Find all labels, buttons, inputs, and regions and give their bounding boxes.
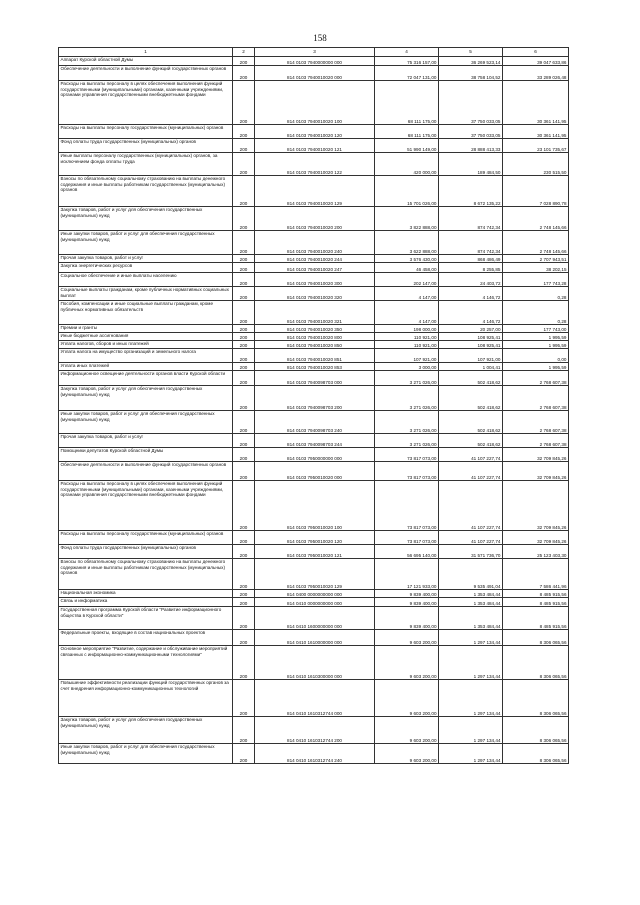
table-row — [59, 598, 569, 607]
row-classification-code: 814 0103 7940010020 851 — [255, 349, 375, 363]
row-unexecuted-amount: 1 995,59 — [503, 333, 569, 341]
row-classification-code: 814 0410 1610000000 000 — [255, 630, 375, 646]
row-code: 200 — [233, 81, 255, 125]
row-approved-amount: 68 111 175,00 — [375, 125, 439, 139]
row-code: 200 — [233, 176, 255, 207]
row-code: 200 — [233, 333, 255, 341]
row-approved-amount: 3 271 026,00 — [375, 386, 439, 411]
row-classification-code: 814 0103 7950010020 100 — [255, 481, 375, 531]
row-classification-code: 814 0103 7940010020 850 — [255, 341, 375, 349]
row-approved-amount: 4 147,00 — [375, 301, 439, 325]
row-approved-amount: 68 111 175,00 — [375, 81, 439, 125]
row-code: 200 — [233, 630, 255, 646]
row-executed-amount: 1 297 134,44 — [439, 744, 503, 764]
row-executed-amount: 1 297 134,44 — [439, 680, 503, 717]
row-approved-amount: 3 271 026,00 — [375, 411, 439, 434]
row-classification-code: 814 0103 7940010020 321 — [255, 301, 375, 325]
row-name: Иные закупки товаров, работ и услуг для обеспечения государственных (муниципальных) нужд — [59, 744, 233, 764]
row-name: Основное мероприятие "Развитие, содержание и обслуживание мероприятий связанных с информационно-коммуникационными технологиями" — [59, 646, 233, 680]
table-row — [59, 139, 569, 153]
column-number: 2 — [233, 48, 255, 57]
row-code: 200 — [233, 411, 255, 434]
table-row — [59, 717, 569, 744]
row-executed-amount: 9 535 491,04 — [439, 559, 503, 590]
row-classification-code: 814 0103 7940010020 247 — [255, 263, 375, 273]
table-row — [59, 66, 569, 81]
table-row — [59, 531, 569, 545]
row-unexecuted-amount: 177 743,28 — [503, 273, 569, 287]
row-approved-amount: 107 921,00 — [375, 349, 439, 363]
row-name: Взносы по обязательному социальному страхованию на выплаты денежного содержания и иные выплаты работникам государственных (муниципальных) органов — [59, 559, 233, 590]
table-row — [59, 57, 569, 66]
row-code: 200 — [233, 448, 255, 462]
row-name: Социальные выплаты гражданам, кроме публичных нормативных социальных выплат — [59, 287, 233, 301]
row-name: Расходы на выплаты персоналу в целях обеспечения выполнения функций государственными (муниципальными) органами, казенными учреждениями, органами управления государственными внебюджетными фондами — [59, 481, 233, 531]
row-classification-code: 814 0103 7940098703 240 — [255, 411, 375, 434]
row-unexecuted-amount: 8 306 065,56 — [503, 646, 569, 680]
row-approved-amount: 51 990 149,00 — [375, 139, 439, 153]
table-row — [59, 81, 569, 125]
row-executed-amount: 502 418,62 — [439, 386, 503, 411]
table-row — [59, 176, 569, 207]
row-code: 200 — [233, 559, 255, 590]
row-code: 200 — [233, 531, 255, 545]
row-unexecuted-amount: 2 768 607,38 — [503, 371, 569, 386]
row-code: 200 — [233, 125, 255, 139]
row-unexecuted-amount: 177 743,00 — [503, 325, 569, 333]
row-approved-amount: 3 271 026,00 — [375, 371, 439, 386]
row-approved-amount: 9 839 400,00 — [375, 598, 439, 607]
row-unexecuted-amount: 8 485 915,56 — [503, 607, 569, 630]
row-approved-amount: 420 000,00 — [375, 153, 439, 176]
row-classification-code: 814 0103 7940000000 000 — [255, 57, 375, 66]
row-unexecuted-amount: 30 361 141,95 — [503, 125, 569, 139]
row-executed-amount: 1 353 484,44 — [439, 590, 503, 598]
table-row — [59, 607, 569, 630]
row-executed-amount: 1 353 484,44 — [439, 598, 503, 607]
row-name: Информационное освещение деятельности органов власти Курской области — [59, 371, 233, 386]
row-name: Связь и информатика — [59, 598, 233, 607]
row-code: 200 — [233, 590, 255, 598]
table-row — [59, 646, 569, 680]
row-approved-amount: 9 603 200,00 — [375, 717, 439, 744]
row-approved-amount: 9 603 200,00 — [375, 646, 439, 680]
table-row — [59, 125, 569, 139]
row-name: Взносы по обязательному социальному страхованию на выплаты денежного содержания и иные выплаты работникам государственных (муниципальных) органов — [59, 176, 233, 207]
row-name: Прочая закупка товаров, работ и услуг — [59, 255, 233, 263]
row-name: Обеспечение деятельности и выполнение функций государственных органов — [59, 462, 233, 481]
table-row — [59, 273, 569, 287]
row-code: 200 — [233, 646, 255, 680]
row-name: Повышение эффективности реализации функций государственных органов за счет внедрения информационно-коммуникационных технологий — [59, 680, 233, 717]
row-code: 200 — [233, 287, 255, 301]
row-executed-amount: 8 672 135,22 — [439, 176, 503, 207]
row-unexecuted-amount: 2 748 145,66 — [503, 231, 569, 255]
row-classification-code: 814 0103 7940010020 121 — [255, 139, 375, 153]
row-name: Премии и гранты — [59, 325, 233, 333]
table-row — [59, 545, 569, 559]
table-row — [59, 680, 569, 717]
column-number: 3 — [255, 48, 375, 57]
row-classification-code: 814 0410 1600000000 000 — [255, 607, 375, 630]
column-number: 4 — [375, 48, 439, 57]
row-code: 200 — [233, 744, 255, 764]
row-classification-code: 814 0410 1610300000 000 — [255, 646, 375, 680]
table-row — [59, 744, 569, 764]
row-code: 200 — [233, 207, 255, 231]
table-row — [59, 231, 569, 255]
row-executed-amount: 31 571 736,70 — [439, 545, 503, 559]
table-row — [59, 325, 569, 333]
row-unexecuted-amount: 2 707 943,51 — [503, 255, 569, 263]
row-name: Пособия, компенсации и иные социальные выплаты гражданам, кроме публичных нормативных обязательств — [59, 301, 233, 325]
row-approved-amount: 3 000,00 — [375, 363, 439, 371]
table-row — [59, 341, 569, 349]
row-code: 200 — [233, 545, 255, 559]
row-unexecuted-amount: 7 586 441,96 — [503, 559, 569, 590]
row-unexecuted-amount: 8 485 915,56 — [503, 598, 569, 607]
row-executed-amount: 37 750 033,05 — [439, 125, 503, 139]
row-code: 200 — [233, 481, 255, 531]
table-row — [59, 207, 569, 231]
row-approved-amount: 9 603 200,00 — [375, 744, 439, 764]
row-approved-amount: 73 817 073,00 — [375, 481, 439, 531]
row-unexecuted-amount: 32 709 845,26 — [503, 462, 569, 481]
row-executed-amount: 20 257,00 — [439, 325, 503, 333]
table-row — [59, 371, 569, 386]
row-approved-amount: 4 147,00 — [375, 287, 439, 301]
row-code: 200 — [233, 462, 255, 481]
table-row — [59, 363, 569, 371]
row-unexecuted-amount: 2 768 607,38 — [503, 411, 569, 434]
row-executed-amount: 868 486,49 — [439, 255, 503, 263]
row-name: Уплата иных платежей — [59, 363, 233, 371]
row-classification-code: 814 0103 7950010020 000 — [255, 462, 375, 481]
row-unexecuted-amount: 0,00 — [503, 349, 569, 363]
row-unexecuted-amount: 230 515,50 — [503, 153, 569, 176]
row-executed-amount: 1 297 134,44 — [439, 630, 503, 646]
row-classification-code: 814 0103 7940098703 200 — [255, 386, 375, 411]
row-executed-amount: 502 418,62 — [439, 434, 503, 448]
row-unexecuted-amount: 2 748 145,66 — [503, 207, 569, 231]
row-executed-amount: 108 925,41 — [439, 333, 503, 341]
table-row — [59, 287, 569, 301]
row-name: Уплата налогов, сборов и иных платежей — [59, 341, 233, 349]
row-unexecuted-amount: 8 306 065,56 — [503, 680, 569, 717]
table-row — [59, 434, 569, 448]
row-code: 200 — [233, 153, 255, 176]
row-approved-amount: 72 047 131,00 — [375, 66, 439, 81]
row-code: 200 — [233, 607, 255, 630]
row-code: 200 — [233, 434, 255, 448]
row-approved-amount: 3 271 026,00 — [375, 434, 439, 448]
row-executed-amount: 4 146,72 — [439, 301, 503, 325]
row-classification-code: 814 0103 7940010020 200 — [255, 207, 375, 231]
table-row — [59, 559, 569, 590]
row-classification-code: 814 0103 7940010020 350 — [255, 325, 375, 333]
row-name: Фонд оплаты труда государственных (муниципальных) органов — [59, 545, 233, 559]
table-row — [59, 630, 569, 646]
row-unexecuted-amount: 8 306 065,56 — [503, 717, 569, 744]
row-classification-code: 814 0103 7940010020 244 — [255, 255, 375, 263]
row-code: 200 — [233, 255, 255, 263]
row-executed-amount: 1 297 134,44 — [439, 717, 503, 744]
row-code: 200 — [233, 341, 255, 349]
row-executed-amount: 1 297 134,44 — [439, 646, 503, 680]
row-name: Фонд оплаты труда государственных (муниципальных) органов — [59, 139, 233, 153]
row-name: Закупка энергетических ресурсов — [59, 263, 233, 273]
row-executed-amount: 189 484,50 — [439, 153, 503, 176]
row-name: Иные выплаты персоналу государственных (муниципальных) органов, за исключением фонда оплаты труда — [59, 153, 233, 176]
table-row — [59, 386, 569, 411]
row-classification-code: 814 0103 7940010020 129 — [255, 176, 375, 207]
row-unexecuted-amount: 2 768 607,38 — [503, 434, 569, 448]
row-executed-amount: 41 107 227,74 — [439, 531, 503, 545]
row-approved-amount: 9 603 200,00 — [375, 630, 439, 646]
row-unexecuted-amount: 8 306 065,56 — [503, 630, 569, 646]
row-approved-amount: 3 822 888,00 — [375, 207, 439, 231]
row-approved-amount: 202 147,00 — [375, 273, 439, 287]
table-row — [59, 153, 569, 176]
column-number: 5 — [439, 48, 503, 57]
row-executed-amount: 36 269 523,14 — [439, 57, 503, 66]
row-classification-code: 814 0103 7940098703 244 — [255, 434, 375, 448]
row-name: Аппарат Курской областной Думы — [59, 57, 233, 66]
row-approved-amount: 17 121 933,00 — [375, 559, 439, 590]
row-code: 200 — [233, 301, 255, 325]
row-unexecuted-amount: 39 047 633,86 — [503, 57, 569, 66]
row-executed-amount: 28 888 413,33 — [439, 139, 503, 153]
row-executed-amount: 4 146,72 — [439, 287, 503, 301]
row-executed-amount: 24 403,72 — [439, 273, 503, 287]
row-code: 200 — [233, 325, 255, 333]
row-classification-code: 814 0410 1610312744 000 — [255, 680, 375, 717]
row-classification-code: 814 0103 7940010020 122 — [255, 153, 375, 176]
row-classification-code: 814 0103 7940010020 853 — [255, 363, 375, 371]
row-unexecuted-amount: 8 306 065,56 — [503, 744, 569, 764]
table-row — [59, 448, 569, 462]
row-executed-amount: 1 004,41 — [439, 363, 503, 371]
row-name: Прочая закупка товаров, работ и услуг — [59, 434, 233, 448]
row-executed-amount: 874 742,34 — [439, 231, 503, 255]
row-classification-code: 814 0103 7940010020 320 — [255, 287, 375, 301]
row-name: Расходы на выплаты персоналу государственных (муниципальных) органов — [59, 531, 233, 545]
row-approved-amount: 56 695 140,00 — [375, 545, 439, 559]
row-approved-amount: 3 576 430,00 — [375, 255, 439, 263]
row-classification-code: 814 0103 7950010020 121 — [255, 545, 375, 559]
row-code: 200 — [233, 363, 255, 371]
row-approved-amount: 73 817 073,00 — [375, 448, 439, 462]
budget-table — [58, 47, 569, 764]
row-approved-amount: 110 921,00 — [375, 341, 439, 349]
row-name: Иные закупки товаров, работ и услуг для обеспечения государственных (муниципальных) нужд — [59, 411, 233, 434]
row-executed-amount: 1 353 484,44 — [439, 607, 503, 630]
row-classification-code: 814 0410 1610312744 240 — [255, 744, 375, 764]
row-name: Иные закупки товаров, работ и услуг для обеспечения государственных (муниципальных) нужд — [59, 231, 233, 255]
row-unexecuted-amount: 23 101 735,67 — [503, 139, 569, 153]
column-number: 1 — [59, 48, 233, 57]
row-name: Уплата налога на имущество организаций и земельного налога — [59, 349, 233, 363]
row-name: Закупка товаров, работ и услуг для обеспечения государственных (муниципальных) нужд — [59, 717, 233, 744]
row-unexecuted-amount: 8 485 915,56 — [503, 590, 569, 598]
row-code: 200 — [233, 57, 255, 66]
row-executed-amount: 41 107 227,74 — [439, 462, 503, 481]
row-classification-code: 814 0103 7940010020 100 — [255, 81, 375, 125]
row-unexecuted-amount: 32 709 845,26 — [503, 448, 569, 462]
row-approved-amount: 75 316 157,00 — [375, 57, 439, 66]
row-unexecuted-amount: 32 709 845,26 — [503, 481, 569, 531]
row-name: Иные бюджетные ассигнования — [59, 333, 233, 341]
row-name: Помощники депутатов Курской областной Думы — [59, 448, 233, 462]
column-number-row — [59, 48, 569, 57]
row-classification-code: 814 0103 7940010020 240 — [255, 231, 375, 255]
row-classification-code: 814 0103 7940010020 000 — [255, 66, 375, 81]
row-unexecuted-amount: 25 123 403,30 — [503, 545, 569, 559]
row-code: 200 — [233, 349, 255, 363]
row-classification-code: 814 0103 7950000000 000 — [255, 448, 375, 462]
row-unexecuted-amount: 1 995,59 — [503, 363, 569, 371]
row-name: Расходы на выплаты персоналу государственных (муниципальных) органов — [59, 125, 233, 139]
row-unexecuted-amount: 30 361 141,95 — [503, 81, 569, 125]
row-executed-amount: 41 107 227,74 — [439, 448, 503, 462]
row-approved-amount: 110 921,00 — [375, 333, 439, 341]
row-unexecuted-amount: 7 028 890,78 — [503, 176, 569, 207]
row-approved-amount: 3 622 888,00 — [375, 231, 439, 255]
row-code: 200 — [233, 386, 255, 411]
row-unexecuted-amount: 0,28 — [503, 301, 569, 325]
row-code: 200 — [233, 680, 255, 717]
row-code: 200 — [233, 717, 255, 744]
row-name: Национальная экономика — [59, 590, 233, 598]
row-unexecuted-amount: 32 709 845,26 — [503, 531, 569, 545]
row-code: 200 — [233, 371, 255, 386]
row-approved-amount: 73 817 073,00 — [375, 462, 439, 481]
row-executed-amount: 37 750 033,05 — [439, 81, 503, 125]
row-approved-amount: 73 817 073,00 — [375, 531, 439, 545]
table-row — [59, 411, 569, 434]
row-classification-code: 814 0410 0000000000 000 — [255, 598, 375, 607]
row-executed-amount: 38 758 104,52 — [439, 66, 503, 81]
row-classification-code: 814 0103 7940010020 300 — [255, 273, 375, 287]
row-classification-code: 814 0103 7940010020 120 — [255, 125, 375, 139]
row-classification-code: 814 0103 7940098703 000 — [255, 371, 375, 386]
row-executed-amount: 874 742,34 — [439, 207, 503, 231]
row-name: Обеспечение деятельности и выполнение функций государственных органов — [59, 66, 233, 81]
row-unexecuted-amount: 38 202,15 — [503, 263, 569, 273]
table-row — [59, 590, 569, 598]
row-executed-amount: 502 418,62 — [439, 411, 503, 434]
row-code: 200 — [233, 263, 255, 273]
row-classification-code: 814 0103 7950010020 120 — [255, 531, 375, 545]
row-name: Социальное обеспечение и иные выплаты населению — [59, 273, 233, 287]
row-approved-amount: 9 839 400,00 — [375, 590, 439, 598]
column-number: 6 — [503, 48, 569, 57]
row-unexecuted-amount: 1 995,59 — [503, 341, 569, 349]
row-classification-code: 814 0410 1610312744 200 — [255, 717, 375, 744]
row-approved-amount: 46 458,00 — [375, 263, 439, 273]
table-row — [59, 255, 569, 263]
row-name: Закупка товаров, работ и услуг для обеспечения государственных (муниципальных) нужд — [59, 386, 233, 411]
table-row — [59, 481, 569, 531]
page-number: 158 — [313, 33, 327, 43]
row-code: 200 — [233, 231, 255, 255]
row-name: Расходы на выплаты персоналу в целях обеспечения выполнения функций государственными (муниципальными) органами, казенными учреждениями, органами управления государственными внебюджетными фондами — [59, 81, 233, 125]
row-approved-amount: 9 839 400,00 — [375, 607, 439, 630]
row-name: Государственная программа Курской области "Развитие информационного общества в Курской области" — [59, 607, 233, 630]
table-row — [59, 349, 569, 363]
row-executed-amount: 107 921,00 — [439, 349, 503, 363]
row-unexecuted-amount: 2 768 607,38 — [503, 386, 569, 411]
row-executed-amount: 502 418,62 — [439, 371, 503, 386]
row-code: 200 — [233, 66, 255, 81]
row-approved-amount: 9 603 200,00 — [375, 680, 439, 717]
table-row — [59, 462, 569, 481]
row-code: 200 — [233, 139, 255, 153]
row-executed-amount: 108 925,41 — [439, 341, 503, 349]
row-code: 200 — [233, 598, 255, 607]
row-executed-amount: 8 255,85 — [439, 263, 503, 273]
row-code: 200 — [233, 273, 255, 287]
row-unexecuted-amount: 0,28 — [503, 287, 569, 301]
row-name: Закупка товаров, работ и услуг для обеспечения государственных (муниципальных) нужд — [59, 207, 233, 231]
table-row — [59, 333, 569, 341]
row-approved-amount: 15 701 026,00 — [375, 176, 439, 207]
row-executed-amount: 41 107 227,74 — [439, 481, 503, 531]
row-classification-code: 814 0400 0000000000 000 — [255, 590, 375, 598]
table-row — [59, 263, 569, 273]
row-classification-code: 814 0103 7950010020 129 — [255, 559, 375, 590]
table-row — [59, 301, 569, 325]
row-classification-code: 814 0103 7940010020 800 — [255, 333, 375, 341]
row-name: Федеральные проекты, входящие в состав национальных проектов — [59, 630, 233, 646]
row-unexecuted-amount: 33 289 026,48 — [503, 66, 569, 81]
row-approved-amount: 198 000,00 — [375, 325, 439, 333]
